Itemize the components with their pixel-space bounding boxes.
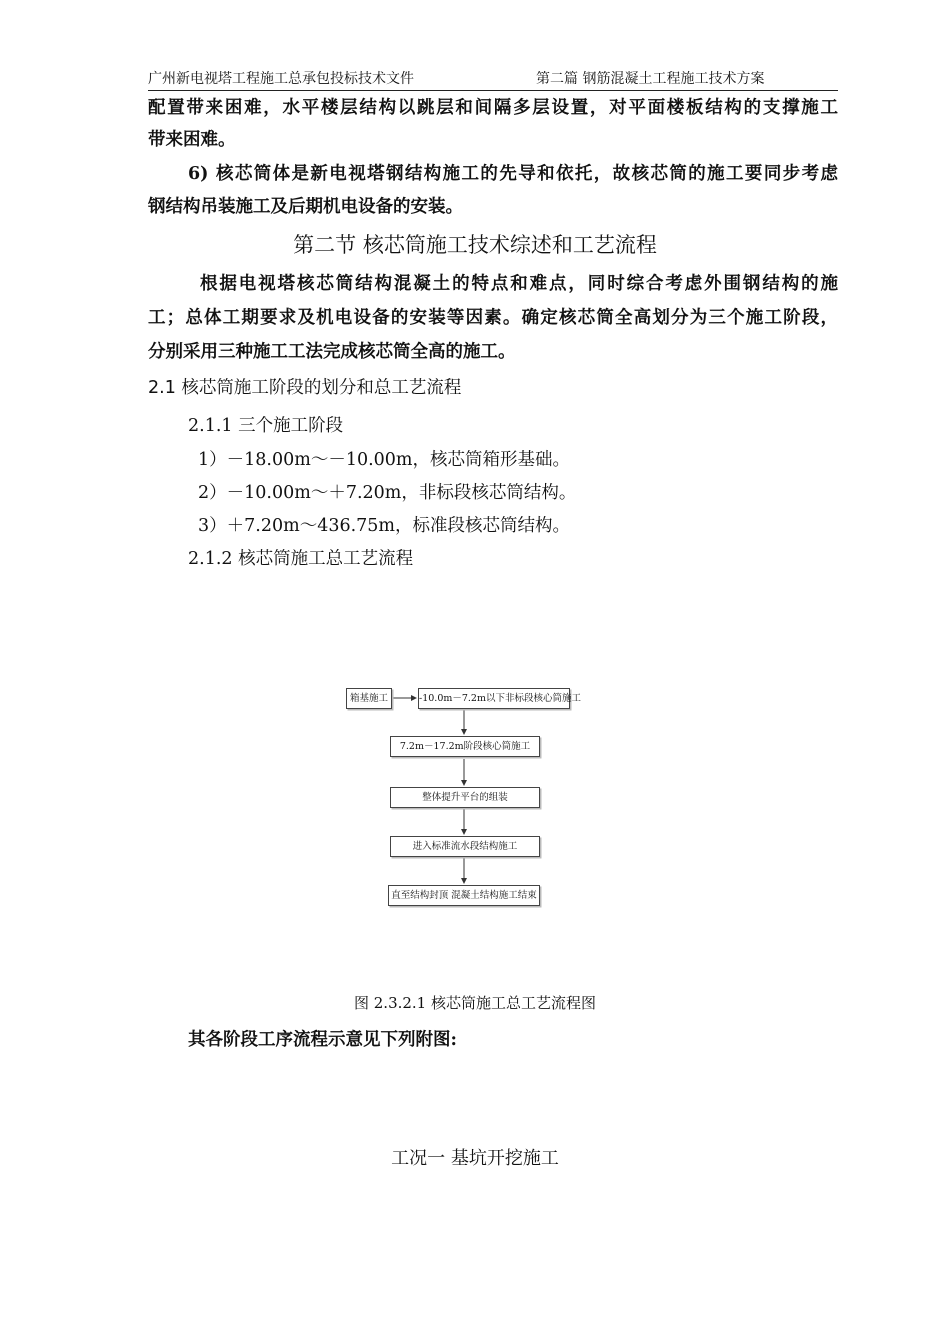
- subsection-item2-title: 2.1.2 核芯筒施工总工艺流程: [188, 549, 414, 569]
- stage-item-1: 1）－18.00m～－10.00m，核芯筒箱形基础。: [198, 450, 571, 470]
- intro-para2-line1: 6) 核芯筒体是新电视塔钢结构施工的先导和依托，故核芯筒的施工要同步考虑: [188, 164, 838, 184]
- section-heading: 第二节 核芯筒施工技术综述和工艺流程: [293, 233, 657, 257]
- header-document-title: 广州新电视塔工程施工总承包投标技术文件: [148, 71, 414, 87]
- section-para-line2: 工；总体工期要求及机电设备的安装等因素。确定核芯筒全高划分为三个施工阶段，: [148, 308, 838, 328]
- closing-text: 其各阶段工序流程示意见下列附图:: [188, 1030, 457, 1050]
- case-title: 工况一 基坑开挖施工: [391, 1148, 559, 1169]
- subsection-heading: 2.1 核芯筒施工阶段的划分和总工艺流程: [148, 378, 462, 398]
- stage-item-3: 3）＋7.20m～436.75m，标准段核芯筒结构。: [198, 516, 571, 536]
- intro-para2-line2: 钢结构吊装施工及后期机电设备的安装。: [148, 197, 463, 217]
- intro-para1-line2: 带来困难。: [148, 130, 236, 150]
- flow-box-step2: 7.2m－17.2m阶段核心筒施工: [390, 736, 540, 757]
- flow-box-step4: 进入标准流水段结构施工: [390, 836, 540, 857]
- flow-box-start: 箱基施工: [346, 688, 392, 709]
- stage-item-2: 2）－10.00m～＋7.20m，非标段核芯筒结构。: [198, 483, 577, 503]
- flow-box-step3: 整体提升平台的组装: [390, 787, 540, 808]
- subsection-item1-title: 2.1.1 三个施工阶段: [188, 416, 344, 436]
- intro-para1-line1: 配置带来困难，水平楼层结构以跳层和间隔多层设置，对平面楼板结构的支撑施工: [148, 98, 838, 118]
- flow-box-step1: -10.0m－7.2m以下非标段核心筒施工: [418, 688, 570, 709]
- section-para-line1: 根据电视塔核芯筒结构混凝土的特点和难点，同时综合考虑外围钢结构的施: [200, 274, 838, 294]
- header-chapter-title: 第二篇 钢筋混凝土工程施工技术方案: [536, 71, 765, 87]
- flow-box-step5: 直至结构封顶 混凝土结构施工结束: [388, 885, 540, 906]
- section-para-line3: 分别采用三种施工工法完成核芯筒全高的施工。: [148, 342, 516, 362]
- figure-caption: 图 2.3.2.1 核芯筒施工总工艺流程图: [353, 994, 596, 1012]
